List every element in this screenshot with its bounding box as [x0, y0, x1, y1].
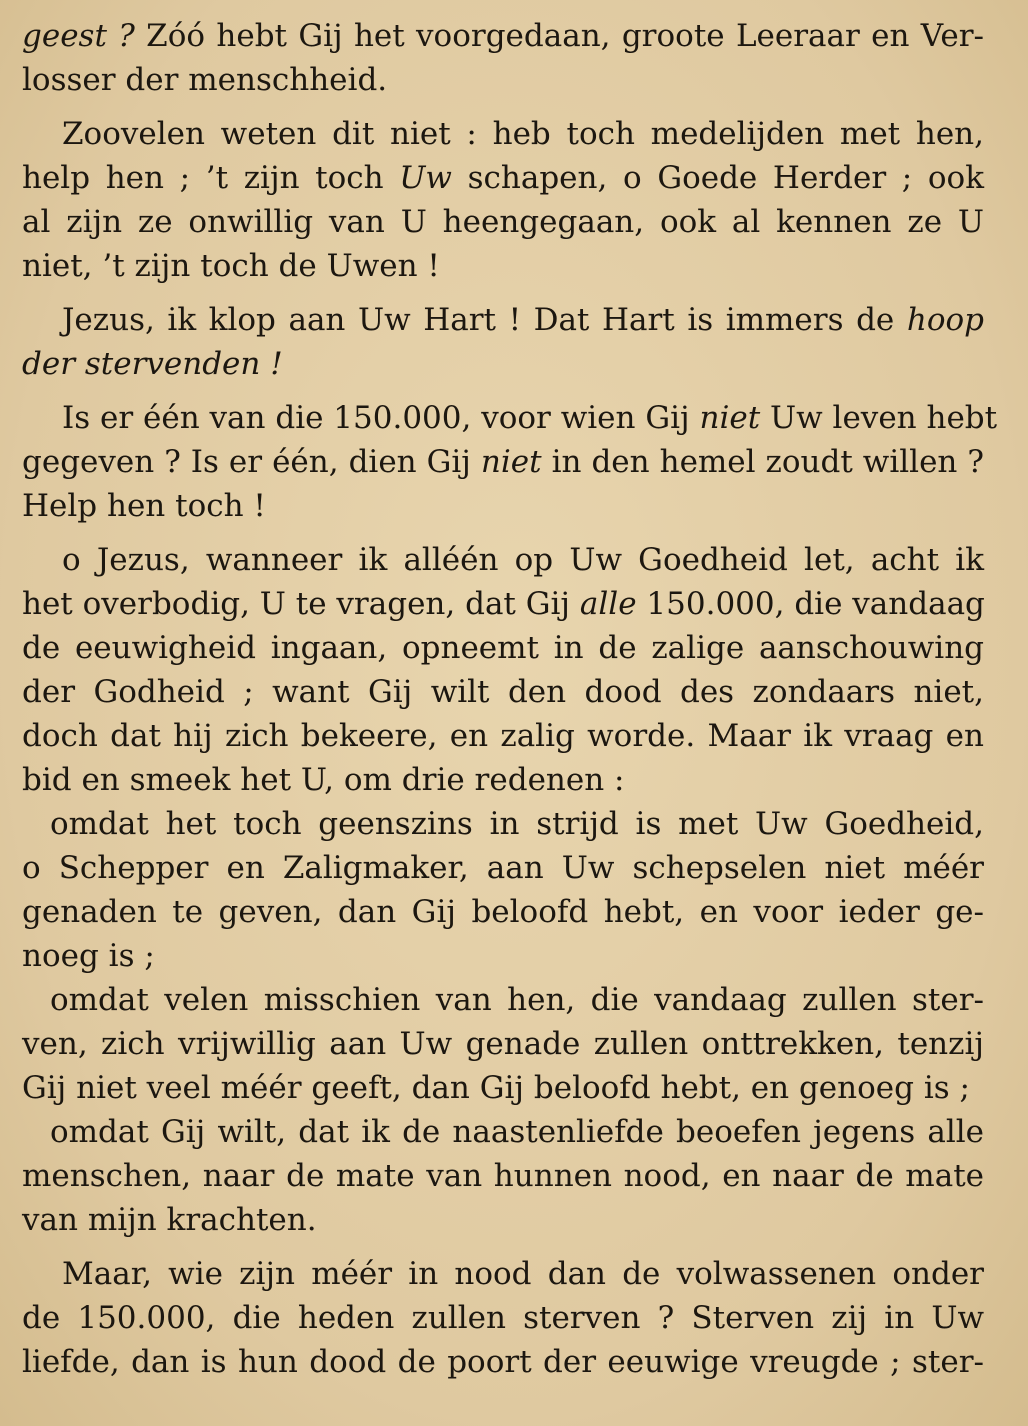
text-run: o Jezus, wanneer ik alléén op Uw Goedheid let, acht ik — [62, 542, 984, 578]
text-run: van mijn krachten. — [22, 1202, 317, 1238]
text-run: Is er één van die 150.000, voor wien Gij — [62, 400, 700, 436]
text-run: 150.000, die vandaag — [636, 586, 985, 622]
italic-text: der stervenden ! — [22, 346, 283, 382]
text-run: omdat het toch geenszins in strijd is met Uw Goedheid, — [50, 806, 984, 842]
paragraph — [22, 112, 984, 288]
italic-text: geest ? — [22, 18, 135, 54]
text-run: Maar, wie zijn méér in nood dan de volwassenen onder — [62, 1256, 984, 1292]
paragraph-gap — [22, 528, 984, 538]
text-line — [22, 758, 984, 802]
text-run: de eeuwigheid ingaan, opneemt in de zalige aanschouwing — [22, 630, 984, 666]
text-line — [22, 1110, 984, 1154]
italic-text: hoop — [906, 302, 984, 338]
text-run: der Godheid ; want Gij wilt den dood des zondaars niet, — [22, 674, 984, 710]
text-line — [22, 112, 984, 156]
paragraph-gap — [22, 386, 984, 396]
paragraph-gap — [22, 102, 984, 112]
text-run: niet, ’t zijn toch de Uwen ! — [22, 248, 440, 284]
text-run: ven, zich vrijwillig aan Uw genade zullen onttrekken, tenzij — [22, 1026, 984, 1062]
text-run: Help hen toch ! — [22, 488, 266, 524]
text-line — [22, 1296, 984, 1340]
text-line — [22, 156, 984, 200]
text-run: doch dat hij zich bekeere, en zalig worde. Maar ik vraag en — [22, 718, 984, 754]
text-line — [22, 298, 984, 342]
text-line — [22, 440, 984, 484]
text-run: help hen ; ’t zijn toch — [22, 160, 400, 196]
italic-text: Uw — [399, 160, 452, 196]
text-line — [22, 582, 984, 626]
text-run: Zóó hebt Gij het voorgedaan, groote Leeraar en Ver- — [134, 18, 984, 54]
text-run: Jezus, ik klop aan Uw Hart ! Dat Hart is immers de — [62, 302, 907, 338]
paragraph-gap — [22, 1242, 984, 1252]
text-line — [22, 1154, 984, 1198]
text-run: omdat Gij wilt, dat ik de naastenliefde beoefen jegens alle — [50, 1114, 984, 1150]
paragraph — [22, 1110, 984, 1242]
text-line — [22, 802, 984, 846]
paragraph — [22, 802, 984, 978]
text-line — [22, 396, 998, 440]
text-run: Uw leven hebt — [760, 400, 998, 436]
paragraph — [22, 396, 998, 528]
text-run: genaden te geven, dan Gij beloofd hebt, en voor ieder ge- — [22, 894, 984, 930]
paragraph — [22, 1252, 984, 1384]
paragraph — [22, 538, 984, 802]
text-run: menschen, naar de mate van hunnen nood, en naar de mate — [22, 1158, 984, 1194]
text-run: losser der menschheid. — [22, 62, 388, 98]
text-run: liefde, dan is hun dood de poort der eeuwige vreugde ; ster- — [22, 1344, 984, 1380]
text-line — [22, 1340, 984, 1384]
text-run: gegeven ? Is er één, dien Gij — [22, 444, 481, 480]
italic-text: niet — [480, 444, 542, 480]
text-line — [22, 484, 984, 528]
text-run: schapen, o Goede Herder ; ook — [451, 160, 984, 196]
text-line — [22, 890, 984, 934]
text-line — [22, 846, 984, 890]
paragraph-gap — [22, 288, 984, 298]
italic-text: alle — [579, 586, 637, 622]
text-run: al zijn ze onwillig van U heengegaan, ook al kennen ze U — [22, 204, 984, 240]
text-line — [22, 670, 984, 714]
book-page — [22, 14, 998, 1384]
text-line — [22, 244, 984, 288]
text-run: o Schepper en Zaligmaker, aan Uw schepselen niet méér — [22, 850, 984, 886]
text-run: bid en smeek het U, om drie redenen : — [22, 762, 625, 798]
text-line — [22, 538, 984, 582]
text-line — [22, 1066, 984, 1110]
text-line — [22, 1198, 984, 1242]
paragraph — [22, 14, 984, 102]
text-line — [22, 14, 984, 58]
paragraph — [22, 978, 984, 1110]
text-run: het overbodig, U te vragen, dat Gij — [22, 586, 580, 622]
text-run: de 150.000, die heden zullen sterven ? Sterven zij in Uw — [22, 1300, 984, 1336]
text-line — [22, 1252, 984, 1296]
text-run: Gij niet veel méér geeft, dan Gij beloofd hebt, en genoeg is ; — [22, 1070, 970, 1106]
italic-text: niet — [699, 400, 761, 436]
text-run: Zoovelen weten dit niet : heb toch medelijden met hen, — [62, 116, 984, 152]
text-line — [22, 58, 984, 102]
text-line — [22, 342, 984, 386]
text-run: in den hemel zoudt willen ? — [541, 444, 984, 480]
text-run: omdat velen misschien van hen, die vandaag zullen ster- — [50, 982, 984, 1018]
text-line — [22, 1022, 984, 1066]
text-line — [22, 934, 984, 978]
text-line — [22, 978, 984, 1022]
text-line — [22, 714, 984, 758]
text-line — [22, 626, 984, 670]
text-run: noeg is ; — [22, 938, 155, 974]
text-line — [22, 200, 984, 244]
paragraph — [22, 298, 984, 386]
